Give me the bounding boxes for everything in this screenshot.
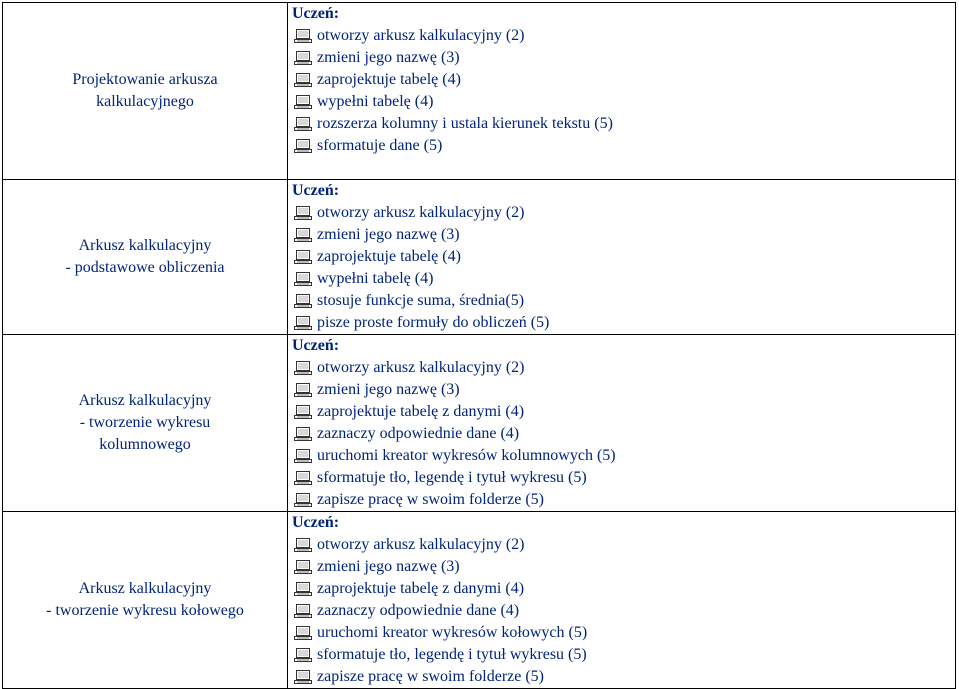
topic-cell [3, 512, 288, 689]
topic-line: kolumnowego [99, 436, 191, 453]
topic-line: Arkusz kalkulacyjny [78, 237, 212, 254]
list-item [292, 379, 955, 401]
content-cell [288, 335, 956, 512]
list-item-text: zmieni jego nazwę (3) [317, 381, 460, 398]
computer-icon [294, 272, 312, 286]
student-heading: Uczeń: [292, 514, 340, 531]
list-item-text: zapisze pracę w swoim folderze (5) [317, 491, 544, 508]
curriculum-table [2, 2, 956, 689]
list-item-text: zaprojektuje tabelę (4) [317, 71, 461, 88]
computer-icon [294, 405, 312, 419]
list-item-text: sformatuje tło, legendę i tytuł wykresu (5) [317, 646, 587, 663]
list-item [292, 556, 955, 578]
list-item-text: stosuje funkcje suma, średnia(5) [317, 292, 525, 309]
computer-icon [294, 670, 312, 684]
list-item [292, 202, 955, 224]
computer-icon [294, 73, 312, 87]
list-item-text: pisze proste formuły do obliczeń (5) [317, 314, 550, 331]
list-item-text: rozszerza kolumny i ustala kierunek tekstu (5) [317, 115, 613, 132]
list-item [292, 312, 955, 334]
computer-icon [294, 294, 312, 308]
content-cell [288, 180, 956, 335]
list-item [292, 489, 955, 511]
computer-icon [294, 361, 312, 375]
list-item [292, 423, 955, 445]
topic-cell [3, 335, 288, 512]
list-item [292, 467, 955, 489]
table-row [3, 3, 956, 180]
student-heading: Uczeń: [292, 182, 340, 199]
topic-line: - tworzenie wykresu kołowego [46, 602, 244, 619]
student-heading: Uczeń: [292, 337, 340, 354]
topic-line: Arkusz kalkulacyjny [78, 580, 212, 597]
list-item-text: wypełni tabelę (4) [317, 93, 434, 110]
list-item-text: otworzy arkusz kalkulacyjny (2) [317, 204, 525, 221]
list-item [292, 47, 955, 69]
computer-icon [294, 383, 312, 397]
computer-icon [294, 427, 312, 441]
computer-icon [294, 626, 312, 640]
list-item [292, 401, 955, 423]
computer-icon [294, 493, 312, 507]
list-item-text: otworzy arkusz kalkulacyjny (2) [317, 359, 525, 376]
list-item-text: uruchomi kreator wykresów kołowych (5) [317, 624, 588, 641]
list-item-text: sformatuje tło, legendę i tytuł wykresu (5) [317, 469, 587, 486]
list-item-text: zaznaczy odpowiednie dane (4) [317, 425, 520, 442]
computer-icon [294, 449, 312, 463]
table-row [3, 335, 956, 512]
list-item [292, 578, 955, 600]
topic-cell [3, 3, 288, 180]
list-item [292, 246, 955, 268]
computer-icon [294, 582, 312, 596]
list-item [292, 644, 955, 666]
topic-line: Projektowanie arkusza [72, 71, 218, 88]
topic-line: - podstawowe obliczenia [65, 259, 225, 276]
computer-icon [294, 471, 312, 485]
list-item-text: sformatuje dane (5) [317, 137, 443, 154]
list-item-text: zmieni jego nazwę (3) [317, 558, 460, 575]
table-row [3, 180, 956, 335]
list-item-text: zmieni jego nazwę (3) [317, 49, 460, 66]
list-item-text: uruchomi kreator wykresów kolumnowych (5) [317, 447, 616, 464]
topic-line: Arkusz kalkulacyjny [78, 392, 212, 409]
list-item [292, 622, 955, 644]
computer-icon [294, 29, 312, 43]
list-item-text: otworzy arkusz kalkulacyjny (2) [317, 536, 525, 553]
computer-icon [294, 206, 312, 220]
student-heading: Uczeń: [292, 5, 340, 22]
topic-cell [3, 180, 288, 335]
table-body [3, 3, 956, 689]
list-item [292, 113, 955, 135]
computer-icon [294, 139, 312, 153]
list-item-text: otworzy arkusz kalkulacyjny (2) [317, 27, 525, 44]
content-cell [288, 512, 956, 689]
topic-line: kalkulacyjnego [96, 93, 194, 110]
list-item [292, 135, 955, 157]
computer-icon [294, 117, 312, 131]
list-item [292, 290, 955, 312]
list-item-text: zaprojektuje tabelę z danymi (4) [317, 580, 525, 597]
list-item [292, 534, 955, 556]
list-item-text: zmieni jego nazwę (3) [317, 226, 460, 243]
list-item-text: zaprojektuje tabelę z danymi (4) [317, 403, 525, 420]
computer-icon [294, 95, 312, 109]
list-item [292, 91, 955, 113]
list-item-text: zaprojektuje tabelę (4) [317, 248, 461, 265]
content-cell [288, 3, 956, 180]
list-item [292, 357, 955, 379]
computer-icon [294, 316, 312, 330]
list-item [292, 69, 955, 91]
topic-line: - tworzenie wykresu [79, 414, 211, 431]
table-row [3, 512, 956, 689]
computer-icon [294, 250, 312, 264]
list-item-text: wypełni tabelę (4) [317, 270, 434, 287]
computer-icon [294, 51, 312, 65]
list-item-text: zaznaczy odpowiednie dane (4) [317, 602, 520, 619]
list-item [292, 25, 955, 47]
computer-icon [294, 648, 312, 662]
computer-icon [294, 228, 312, 242]
list-item [292, 224, 955, 246]
list-item [292, 268, 955, 290]
computer-icon [294, 560, 312, 574]
list-item [292, 666, 955, 688]
list-item-text: zapisze pracę w swoim folderze (5) [317, 668, 544, 685]
list-item [292, 600, 955, 622]
list-item [292, 445, 955, 467]
computer-icon [294, 538, 312, 552]
computer-icon [294, 604, 312, 618]
